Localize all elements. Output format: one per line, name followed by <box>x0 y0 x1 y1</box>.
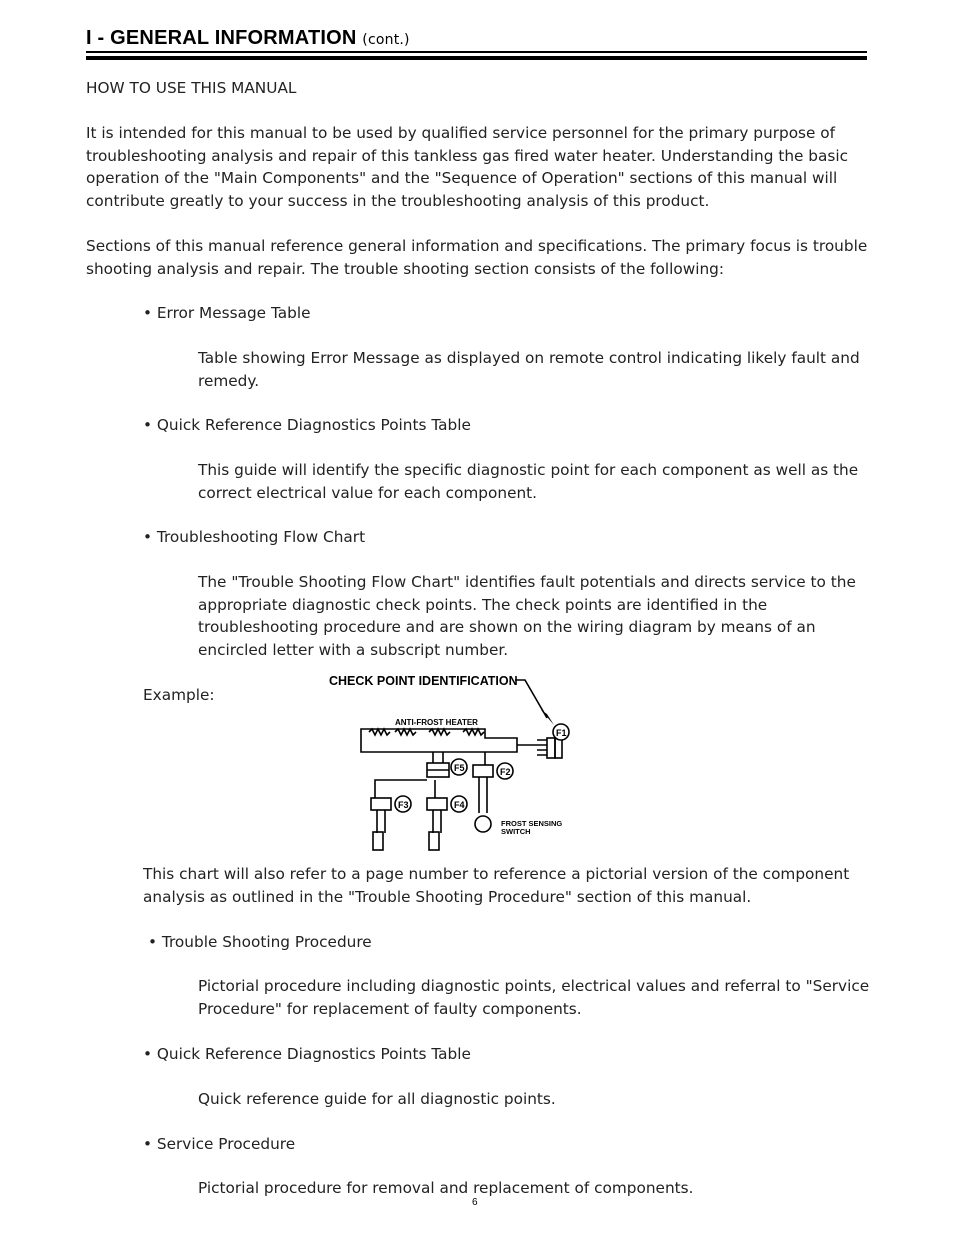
item-title-service-procedure: • Service Procedure <box>143 1135 296 1153</box>
header-rule-thick <box>86 56 867 60</box>
item-desc-service-procedure: Pictorial procedure for removal and replacement of components. <box>198 1179 694 1197</box>
intro-paragraph-2: Sections of this manual reference general information and specifications. The primary focus is trouble shooting analysis and repair. The trouble shooting section consists of the following: <box>86 237 868 278</box>
heater-resistor-4 <box>463 729 484 735</box>
page-number: 6 <box>472 1197 478 1208</box>
item-title-quick-reference-2: • Quick Reference Diagnostics Points Table <box>143 1045 471 1063</box>
header-rule-thin <box>86 51 867 53</box>
example-note: This chart will also refer to a page number to reference a pictorial version of the component analysis as outlined in the "Trouble Shooting Procedure" section of this manual. <box>143 865 850 906</box>
connector-block-f3 <box>371 798 391 810</box>
header-cont: (cont.) <box>362 32 410 48</box>
item-title-flow-chart: • Troubleshooting Flow Chart <box>143 528 366 546</box>
intro-paragraph-1: It is intended for this manual to be used by qualified service personnel for the primary purpose of troubleshooting analysis and repair of this tankless gas fired water heater. Understanding the basic operation of the "Main Components" and the "Sequence of Operation" sections of this manual will contribute greatly to your success in the troubleshooting analysis of this product. <box>86 124 849 210</box>
item-title-error-message-table: • Error Message Table <box>143 304 311 322</box>
check-point-f2-label: F2 <box>500 767 511 777</box>
check-point-label: CHECK POINT IDENTIFICATION <box>329 674 518 688</box>
heater-resistor-2 <box>395 729 416 735</box>
item-desc-trouble-shooting-procedure: Pictorial procedure including diagnostic points, electrical values and referral to "Service Procedure" for replacement of faulty components. <box>198 977 870 1018</box>
item-desc-quick-reference-2: Quick reference guide for all diagnostic points. <box>198 1090 556 1108</box>
item-desc-flow-chart: The "Trouble Shooting Flow Chart" identifies fault potentials and directs service to the appropriate diagnostic check points. The check points are identified in the troubleshooting procedure and are shown on the wiring diagram by means of an encircled letter with a subscript number. <box>198 573 856 659</box>
sensing-label-2: SWITCH <box>501 827 531 836</box>
connector-block-f2 <box>473 765 493 777</box>
item-title-trouble-shooting-procedure: • Trouble Shooting Procedure <box>148 933 372 951</box>
plug-left-1 <box>373 832 383 850</box>
check-point-f3-label: F3 <box>398 800 409 810</box>
heater-label: ANTI-FROST HEATER <box>395 718 478 727</box>
connector-block-f4 <box>427 798 447 810</box>
check-point-f1-label: F1 <box>556 728 567 738</box>
check-point-diagram <box>325 668 585 860</box>
connector-block-right <box>547 738 555 758</box>
item-title-quick-reference-1: • Quick Reference Diagnostics Points Table <box>143 416 471 434</box>
check-point-f4-label: F4 <box>454 800 465 810</box>
heater-resistor-3 <box>429 729 450 735</box>
check-point-f5-label: F5 <box>454 763 465 773</box>
plug-left-2 <box>429 832 439 850</box>
page-header <box>86 27 410 50</box>
frost-switch-symbol <box>475 816 491 832</box>
section-title: HOW TO USE THIS MANUAL <box>86 79 297 97</box>
example-label: Example: <box>143 686 215 704</box>
heater-resistor-1 <box>369 729 390 735</box>
pointer-arrowhead <box>541 710 554 725</box>
header-title: I - GENERAL INFORMATION <box>86 27 357 49</box>
sensing-label-1: FROST SENSING <box>501 819 563 828</box>
item-desc-quick-reference-1: This guide will identify the specific diagnostic point for each component as well as the correct electrical value for each component. <box>198 461 859 502</box>
item-desc-error-message-table: Table showing Error Message as displayed on remote control indicating likely fault and remedy. <box>198 349 860 390</box>
